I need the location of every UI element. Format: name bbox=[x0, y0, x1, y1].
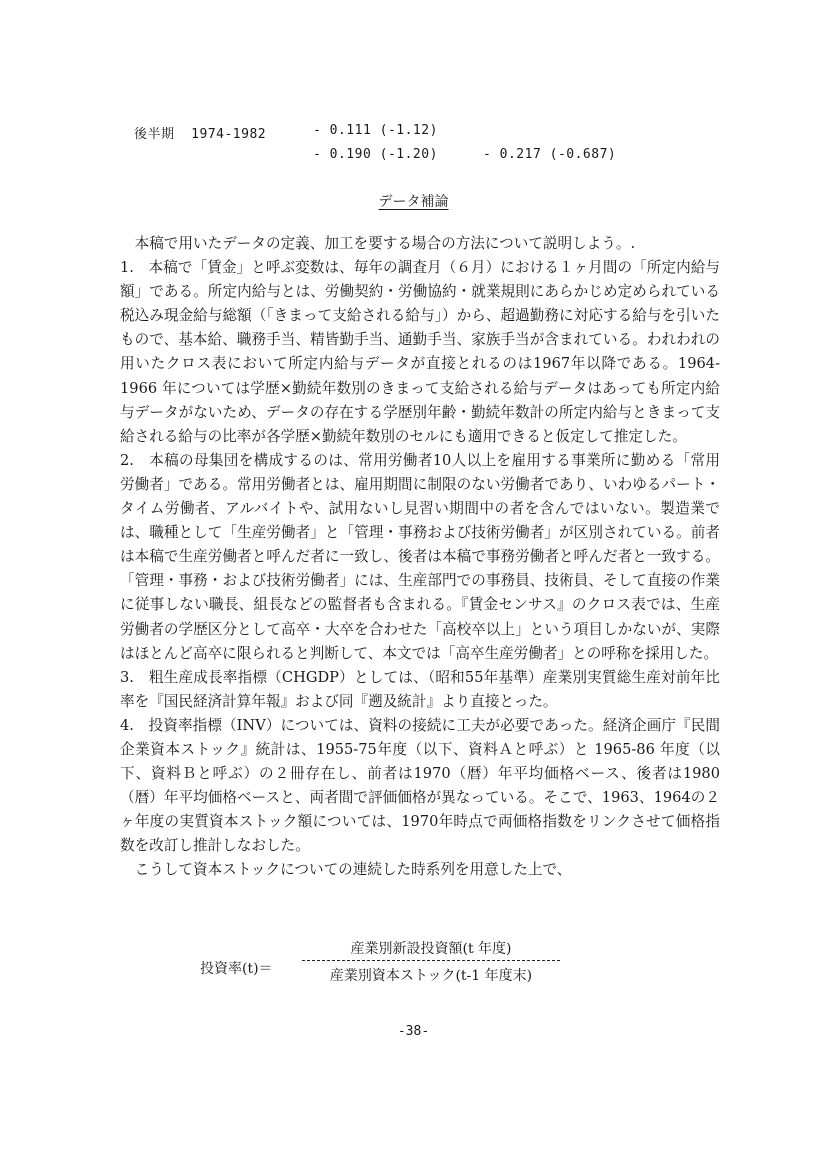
paragraph: 1. 本稿で「賃金」と呼ぶ変数は、毎年の調査月（６月）における１ヶ月間の「所定内給与額」である。所定内給与とは、労働契約・労働協約・就業規則にあらかじめ定められている税込み現金給与総額（「きまって支給される給与」）から、超過勤務に対応する給与を引いたもので、基本給、職務手当、精皆勤手当、通勤手当、家族手当が含まれている。われわれの用いたクロス表において所定内給与データが直接とれるのは1967年以降である。1964-1966 年については学歴×勤続年数別のきまって支給される給与データはあっても所定内給与データがないため、データの存在する学歴別年齢・勤続年数計の所定内給与ときまって支給される給与の比率が各学歴×勤続年数別のセルにも適用できると仮定して推定した。 bbox=[120, 259, 720, 445]
section-heading bbox=[0, 191, 827, 211]
table-cell-value: - 0.217 (-0.687) bbox=[483, 147, 617, 162]
formula-numerator: 産業別新設投資額(t 年度) bbox=[350, 941, 512, 957]
table-row-label bbox=[134, 123, 266, 142]
page-number: -38- bbox=[397, 1024, 430, 1039]
paragraph: こうして資本ストックについての連続した時系列を用意した上で、 bbox=[134, 861, 572, 879]
table-cell-value: - 0.190 (-1.20) bbox=[313, 147, 438, 162]
paragraph: 本稿で用いたデータの定義、加工を要する場合の方法について説明しよう。. bbox=[134, 235, 636, 252]
table-row-period-years: 1974-1982 bbox=[191, 127, 267, 142]
formula-lhs: 投資率(t)＝ bbox=[200, 961, 273, 977]
body-text bbox=[120, 232, 720, 883]
table-row-period-label: 後半期 bbox=[134, 127, 175, 142]
formula-denominator: 産業別資本ストック(t-1 年度末) bbox=[329, 968, 533, 984]
table-cell-value: - 0.111 (-1.12) bbox=[313, 123, 438, 138]
formula-fraction bbox=[302, 938, 560, 985]
paragraph: 4. 投資率指標（INV）については、資料の接続に工夫が必要であった。経済企画庁『民間企業資本ストック』統計は、1955-75年度（以下、資料Ａと呼ぶ）と 1965-86 年度（以下、資料Ｂと呼ぶ）の２冊存在し、前者は1970（暦）年平均価格ベース、後者は1980（暦）年平均価格ベースと、両者間で評価価格が異なっている。そこで、1963、1964の２ヶ年度の実質資本ストック額については、1970年時点で両価格指数をリンクさせて価格指数を改訂し推計しなおした。 bbox=[120, 716, 720, 855]
paragraph: 3. 粗生産成長率指標（CHGDP）としては、（昭和55年基準）産業別実質総生産対前年比率を『国民経済計算年報』および同『遡及統計』より直接とった。 bbox=[120, 668, 720, 710]
section-heading-text: データ補論 bbox=[378, 194, 449, 210]
paragraph: 2. 本稿の母集団を構成するのは、常用労働者10人以上を雇用する事業所に勤める「常用労働者」である。常用労働者とは、雇用期間に制限のない労働者であり、いわゆるパート・タイム労働者、アルバイトや、試用ないし見習い期間中の者を含んではいない。製造業では、職種として「生産労働者」と「管理・事務および技術労働者」が区別されている。前者は本稿で生産労働者と呼んだ者に一致し、後者は本稿で事務労働者と呼んだ者と一致する。「管理・事務・および技術労働者」には、生産部門での事務員、技術員、そして直接の作業に従事しない職長、組長などの監督者も含まれる。『賃金センサス』のクロス表では、生産労働者の学歴区分として高卒・大卒を合わせた「高校卒以上」という項目しかないが、実際はほとんど高卒に限られると判断して、本文では「高卒生産労働者」との呼称を採用した。 bbox=[120, 451, 720, 662]
